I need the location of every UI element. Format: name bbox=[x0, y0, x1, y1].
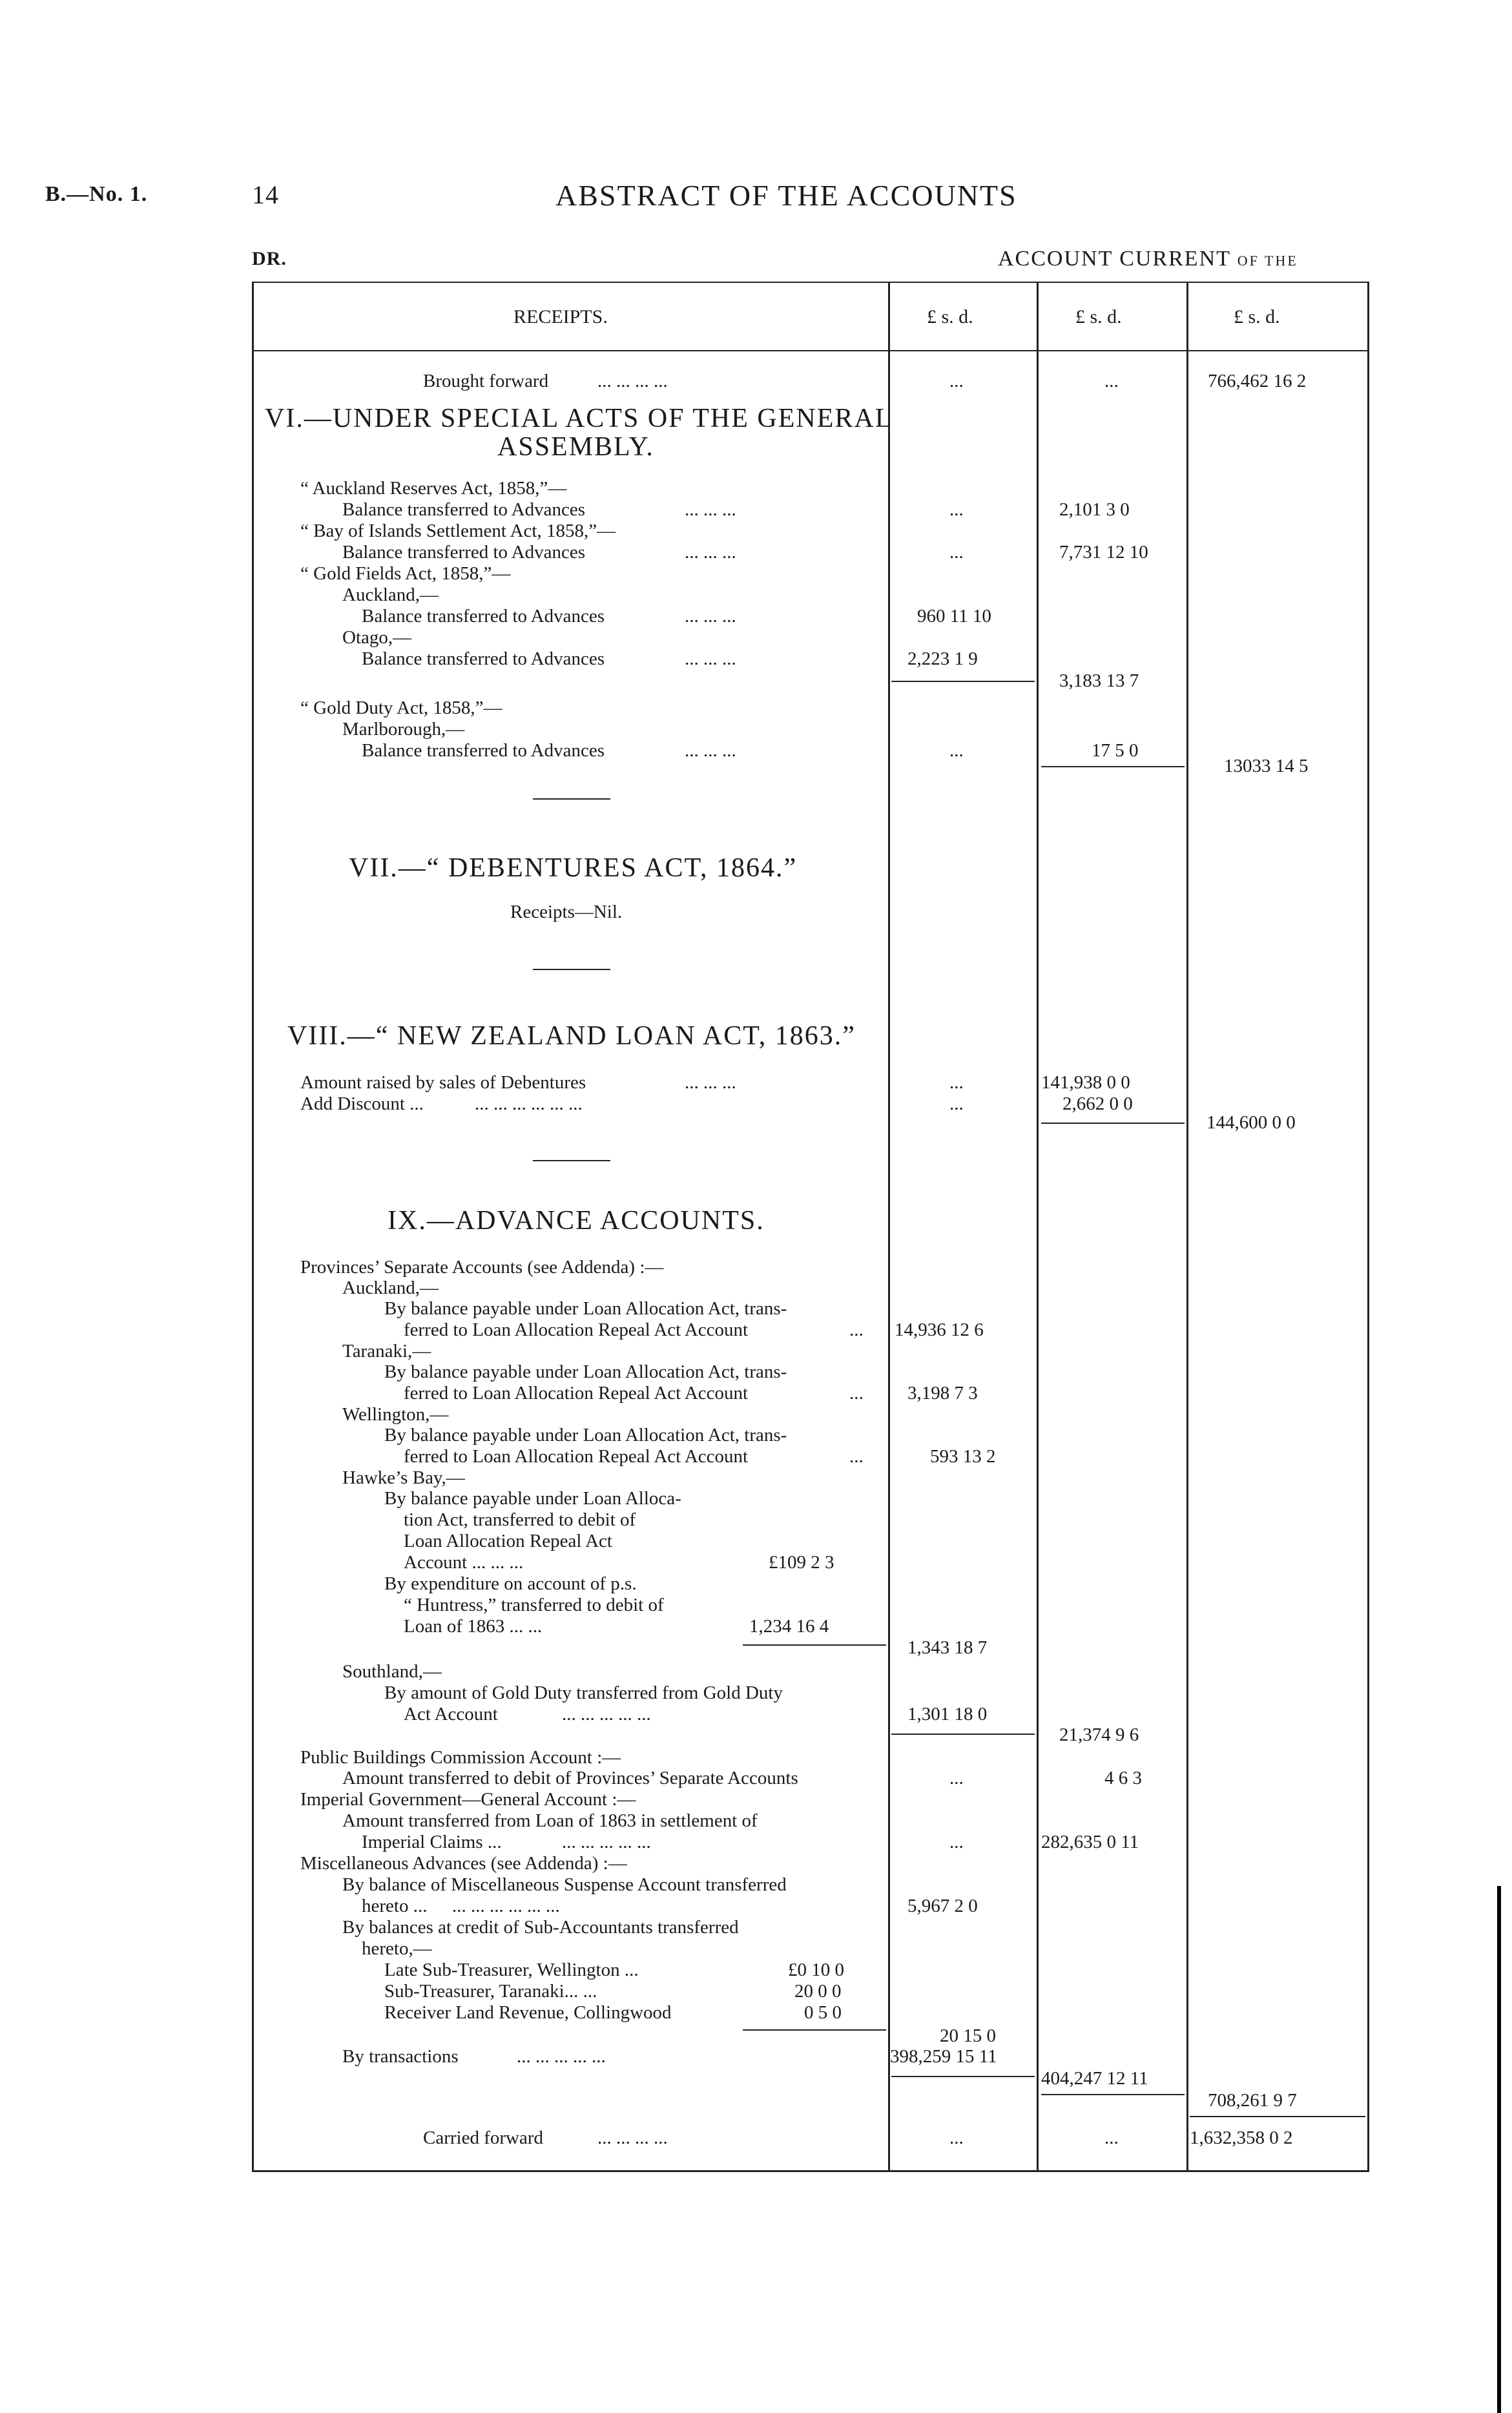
section-separator bbox=[533, 1160, 610, 1161]
row-dots: ... bbox=[849, 1383, 864, 1403]
row-label: ferred to Loan Allocation Repeal Act Account bbox=[404, 1446, 749, 1467]
table-right-border bbox=[1367, 282, 1369, 2172]
row-label: By amount of Gold Duty transferred from Gold Duty bbox=[384, 1683, 783, 1703]
row-label: By balance of Miscellaneous Suspense Account transferred bbox=[342, 1874, 787, 1895]
carried-forward-label: Carried forward bbox=[423, 2128, 543, 2148]
hawkes-bay-label: Hawke’s Bay,— bbox=[342, 1467, 465, 1488]
row-c2: 4 6 3 bbox=[1104, 1768, 1142, 1788]
row-label: Balance transferred to Advances bbox=[362, 740, 605, 761]
page-subtitle: ACCOUNT CURRENT OF THE bbox=[998, 247, 1298, 271]
subtotal-rule bbox=[891, 2076, 1035, 2077]
row-label: Loan of 1863 ... ... bbox=[404, 1616, 543, 1637]
row-c1: 5,967 2 0 bbox=[907, 1896, 978, 1916]
wellington-label: Wellington,— bbox=[342, 1404, 449, 1425]
row-label: hereto,— bbox=[362, 1938, 432, 1959]
row-c1: ... bbox=[949, 740, 964, 761]
row-label: Late Sub-Treasurer, Wellington ... bbox=[384, 1960, 639, 1980]
row-c2: 141,938 0 0 bbox=[1041, 1072, 1130, 1093]
row-c1: 2,223 1 9 bbox=[907, 648, 978, 669]
gold-duty-act: “ Gold Duty Act, 1858,”— bbox=[300, 698, 502, 718]
section-9-heading: IX.—ADVANCE ACCOUNTS. bbox=[388, 1206, 765, 1236]
section-9-total: 708,261 9 7 bbox=[1208, 2090, 1297, 2111]
row-c1: 14,936 12 6 bbox=[895, 1320, 984, 1340]
row-label: “ Huntress,” transferred to debit of bbox=[404, 1595, 664, 1615]
section-8-total: 144,600 0 0 bbox=[1206, 1112, 1296, 1133]
row-dots: ... ... ... bbox=[685, 499, 736, 520]
table-left-border bbox=[252, 282, 254, 2172]
row-label: tion Act, transferred to debit of bbox=[404, 1509, 636, 1530]
section-8-heading: VIII.—“ NEW ZEALAND LOAN ACT, 1863.” bbox=[287, 1021, 856, 1051]
row-label: Amount transferred to debit of Provinces’ Separate Accounts bbox=[342, 1768, 798, 1788]
row-c1: ... bbox=[949, 1832, 964, 1852]
column-3-header: £ s. d. bbox=[1234, 306, 1280, 327]
section-7-receipts: Receipts—Nil. bbox=[510, 902, 623, 922]
row-label: Add Discount ... bbox=[300, 1093, 424, 1114]
row-c2: 2,662 0 0 bbox=[1062, 1093, 1133, 1114]
column-2-header: £ s. d. bbox=[1075, 306, 1122, 327]
subtotal-rule bbox=[1190, 2116, 1365, 2117]
gold-fields-act: “ Gold Fields Act, 1858,”— bbox=[300, 563, 511, 584]
dr-label: DR. bbox=[252, 248, 287, 269]
miscellaneous-total: 404,247 12 11 bbox=[1041, 2068, 1148, 2089]
brought-forward-c2: ... bbox=[1104, 371, 1119, 391]
row-dots: ... ... ... bbox=[685, 1072, 736, 1093]
row-c1: 960 11 10 bbox=[917, 606, 991, 627]
row-dots: ... ... ... bbox=[685, 648, 736, 669]
carried-forward-c3: 1,632,358 0 2 bbox=[1190, 2128, 1293, 2148]
row-c1: 3,198 7 3 bbox=[907, 1383, 978, 1403]
auckland-label: Auckland,— bbox=[342, 585, 439, 605]
column-divider-1 bbox=[888, 282, 890, 2172]
header-bottom-rule bbox=[252, 350, 1369, 351]
brought-forward-c1: ... bbox=[949, 371, 964, 391]
page-reference: B.—No. 1. bbox=[45, 182, 148, 206]
gold-fields-total: 3,183 13 7 bbox=[1059, 670, 1139, 691]
subtotal-rule bbox=[891, 681, 1035, 682]
row-dots: ... ... ... bbox=[685, 606, 736, 627]
provinces-total: 21,374 9 6 bbox=[1059, 1724, 1139, 1745]
row-label: By balance payable under Loan Allocation Act, trans- bbox=[384, 1298, 787, 1319]
row-dots: ... ... ... ... ... bbox=[517, 2046, 606, 2067]
imperial-government-label: Imperial Government—General Account :— bbox=[300, 1789, 636, 1810]
section-7-heading: VII.—“ DEBENTURES ACT, 1864.” bbox=[349, 853, 798, 883]
row-amount: £0 10 0 bbox=[788, 1960, 844, 1980]
page-title: ABSTRACT OF THE ACCOUNTS bbox=[555, 179, 1017, 212]
row-label: Sub-Treasurer, Taranaki... ... bbox=[384, 1981, 597, 2002]
row-c1: 398,259 15 11 bbox=[890, 2046, 997, 2067]
row-label: Balance transferred to Advances bbox=[362, 648, 605, 669]
row-label: hereto ... bbox=[362, 1896, 428, 1916]
subtotal-rule bbox=[1041, 766, 1185, 767]
row-label: Loan Allocation Repeal Act bbox=[404, 1531, 612, 1551]
provinces-label: Provinces’ Separate Accounts (see Addenda) :— bbox=[300, 1257, 664, 1278]
carried-forward-c2: ... bbox=[1104, 2128, 1119, 2148]
miscellaneous-advances-label: Miscellaneous Advances (see Addenda) :— bbox=[300, 1853, 627, 1874]
row-dots: ... ... ... ... ... ... bbox=[452, 1896, 560, 1916]
subtotal-rule bbox=[743, 2029, 886, 2031]
section-6-heading-line2: ASSEMBLY. bbox=[497, 432, 654, 462]
row-amount: 1,234 16 4 bbox=[749, 1616, 829, 1637]
row-c1: ... bbox=[949, 1768, 964, 1788]
row-c1: ... bbox=[949, 542, 964, 563]
section-separator bbox=[533, 798, 610, 800]
subtotal-rule bbox=[1041, 2094, 1185, 2095]
page-number: 14 bbox=[252, 180, 279, 209]
receipts-header: RECEIPTS. bbox=[513, 306, 608, 327]
row-c2: 2,101 3 0 bbox=[1059, 499, 1130, 520]
row-c1: 1,301 18 0 bbox=[907, 1704, 988, 1724]
row-dots: ... ... ... ... ... ... bbox=[475, 1093, 583, 1114]
row-label: Amount raised by sales of Debentures bbox=[300, 1072, 586, 1093]
row-label: Amount transferred from Loan of 1863 in settlement of bbox=[342, 1810, 758, 1831]
row-c1: ... bbox=[949, 1093, 964, 1114]
row-c1: 593 13 2 bbox=[930, 1446, 996, 1467]
row-amount: 20 0 0 bbox=[794, 1981, 842, 2002]
by-transactions-label: By transactions bbox=[342, 2046, 459, 2067]
section-6-heading: VI.—UNDER SPECIAL ACTS OF THE GENERAL bbox=[265, 404, 893, 433]
column-divider-3 bbox=[1186, 282, 1188, 2172]
bay-of-islands-act: “ Bay of Islands Settlement Act, 1858,”— bbox=[300, 521, 616, 541]
row-label: By balance payable under Loan Allocation Act, trans- bbox=[384, 1425, 787, 1445]
row-c1: 1,343 18 7 bbox=[907, 1637, 988, 1658]
row-dots: ... ... ... ... ... bbox=[562, 1832, 651, 1852]
carried-forward-c1: ... bbox=[949, 2128, 964, 2148]
table-bottom-rule bbox=[252, 2170, 1369, 2172]
auckland-reserves-act: “ Auckland Reserves Act, 1858,”— bbox=[300, 478, 567, 499]
otago-label: Otago,— bbox=[342, 627, 412, 648]
row-label: By balance payable under Loan Allocation Act, trans- bbox=[384, 1362, 787, 1382]
brought-forward-label: Brought forward bbox=[423, 371, 549, 391]
row-amount: £109 2 3 bbox=[769, 1552, 834, 1573]
auckland-label: Auckland,— bbox=[342, 1278, 439, 1298]
row-dots: ... bbox=[849, 1446, 864, 1467]
public-buildings-label: Public Buildings Commission Account :— bbox=[300, 1747, 621, 1768]
subtotal-rule bbox=[1041, 1123, 1185, 1124]
column-divider-2 bbox=[1037, 282, 1039, 2172]
taranaki-label: Taranaki,— bbox=[342, 1341, 431, 1362]
row-label: Balance transferred to Advances bbox=[362, 606, 605, 627]
subtotal-rule bbox=[743, 1644, 886, 1646]
row-dots: ... bbox=[849, 1320, 864, 1340]
row-amount: 0 5 0 bbox=[804, 2002, 842, 2023]
subtotal-rule bbox=[891, 1734, 1035, 1735]
page-edge-rule bbox=[1497, 1886, 1501, 2413]
row-label: Balance transferred to Advances bbox=[342, 499, 586, 520]
row-label: Act Account bbox=[404, 1704, 498, 1724]
column-1-header: £ s. d. bbox=[927, 306, 973, 327]
row-label: By balance payable under Loan Alloca- bbox=[384, 1488, 681, 1509]
row-c2: 17 5 0 bbox=[1092, 740, 1139, 761]
brought-forward-c3: 766,462 16 2 bbox=[1208, 371, 1307, 391]
table-top-rule bbox=[252, 282, 1369, 283]
row-label: Account ... ... ... bbox=[404, 1552, 524, 1573]
row-label: By balances at credit of Sub-Accountants transferred bbox=[342, 1917, 739, 1938]
row-dots: ... ... ... bbox=[685, 740, 736, 761]
row-label: By expenditure on account of p.s. bbox=[384, 1573, 637, 1594]
section-6-total: 13033 14 5 bbox=[1224, 756, 1309, 776]
row-c1: ... bbox=[949, 1072, 964, 1093]
row-c1: 20 15 0 bbox=[940, 2025, 996, 2046]
section-separator bbox=[533, 969, 610, 970]
southland-label: Southland,— bbox=[342, 1661, 442, 1682]
brought-forward-dots: ... ... ... ... bbox=[597, 371, 668, 391]
marlborough-label: Marlborough,— bbox=[342, 719, 465, 740]
row-dots: ... ... ... bbox=[685, 542, 736, 563]
row-c1: ... bbox=[949, 499, 964, 520]
row-c2: 282,635 0 11 bbox=[1041, 1832, 1139, 1852]
row-label: ferred to Loan Allocation Repeal Act Account bbox=[404, 1383, 749, 1403]
row-dots: ... ... ... ... ... bbox=[562, 1704, 651, 1724]
row-label: ferred to Loan Allocation Repeal Act Account bbox=[404, 1320, 749, 1340]
row-c2: 7,731 12 10 bbox=[1059, 542, 1148, 563]
row-label: Receiver Land Revenue, Collingwood bbox=[384, 2002, 672, 2023]
carried-forward-dots: ... ... ... ... bbox=[597, 2128, 668, 2148]
row-label: Imperial Claims ... bbox=[362, 1832, 502, 1852]
row-label: Balance transferred to Advances bbox=[342, 542, 586, 563]
